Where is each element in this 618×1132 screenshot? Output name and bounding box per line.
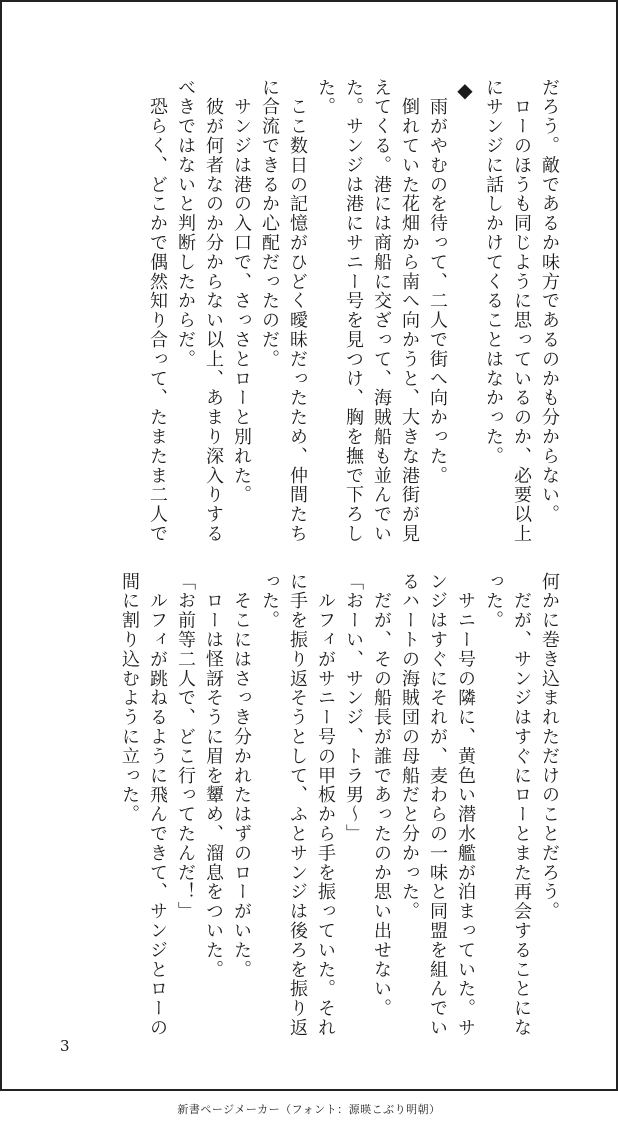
text-line: そこにはさっき分かれたはずのローがいた。 bbox=[231, 572, 252, 980]
text-line: 間に割り込むように立った。 bbox=[119, 572, 140, 825]
text-line: に手を振り返そうとして、ふとサンジは後ろを振り返 bbox=[287, 572, 308, 1038]
text-line: 何かに巻き込まれただけのことだろう。 bbox=[539, 572, 560, 922]
dialogue-line: 「お前等二人で、どこ行ってたんだ！」 bbox=[175, 572, 196, 922]
text-line: サンジは港の入口で、さっさとローと別れた。 bbox=[231, 78, 252, 505]
text-line: サニー号の隣に、黄色い潜水艦が泊まっていた。サ bbox=[455, 572, 476, 1038]
text-line: にサンジに話しかけてくることはなかった。 bbox=[483, 78, 504, 466]
text-line: 恐らく、どこかで偶然知り合って、たまたま二人で bbox=[147, 78, 168, 544]
text-line: ルフィが跳ねるように飛んできて、サンジとローの bbox=[147, 572, 168, 1038]
text-line: ここ数日の記憶がひどく曖昧だったため、仲間たち bbox=[287, 78, 308, 544]
text-line: べきではないと判断したからだ。 bbox=[175, 78, 196, 369]
text-line: った。 bbox=[259, 572, 280, 631]
text-line: 雨がやむのを待って、二人で街へ向かった。 bbox=[427, 78, 448, 486]
text-line: だが、サンジはすぐにローとまた再会することにな bbox=[511, 572, 532, 1038]
dialogue-line: 「おーい、サンジ、トラ男～」 bbox=[343, 572, 364, 844]
text-line: ローは怪訝そうに眉を顰め、溜息をついた。 bbox=[203, 572, 224, 980]
text-line: えてくる。港には商船に交ざって、海賊船も並んでい bbox=[371, 78, 392, 544]
text-line: 倒れていた花畑から南へ向かうと、大きな港街が見 bbox=[399, 78, 420, 544]
page-number: 3 bbox=[60, 1037, 70, 1055]
text-line: だが、その船長が誰であったのか思い出せない。 bbox=[371, 572, 392, 1019]
text-line: ローのほうも同じように思っているのか、必要以上 bbox=[511, 78, 532, 544]
text-line: だろう。敵であるか味方であるのかも分からない。 bbox=[539, 78, 560, 525]
text-line: 彼が何者なのか分からない以上、あまり深入りする bbox=[203, 78, 224, 544]
text-line: ルフィがサニー号の甲板から手を振っていた。それ bbox=[315, 572, 336, 1038]
text-line: った。 bbox=[483, 572, 504, 631]
text-line: た。サンジは港にサニー号を見つけ、胸を撫で下ろし bbox=[343, 78, 364, 544]
text-line: た。 bbox=[315, 78, 336, 117]
text-line: ンジはすぐにそれが、麦わらの一味と同盟を組んでい bbox=[427, 572, 448, 1038]
text-block-upper bbox=[63, 78, 563, 544]
section-break-diamond: ◆ bbox=[453, 78, 477, 102]
text-line: るハートの海賊団の母船だと分かった。 bbox=[399, 572, 420, 922]
footer-caption: 新書ページメーカー（フォント：源暎こぶり明朝） bbox=[177, 1103, 441, 1116]
text-block-lower bbox=[63, 572, 563, 1038]
text-line: に合流できるか心配だったのだ。 bbox=[259, 78, 280, 369]
